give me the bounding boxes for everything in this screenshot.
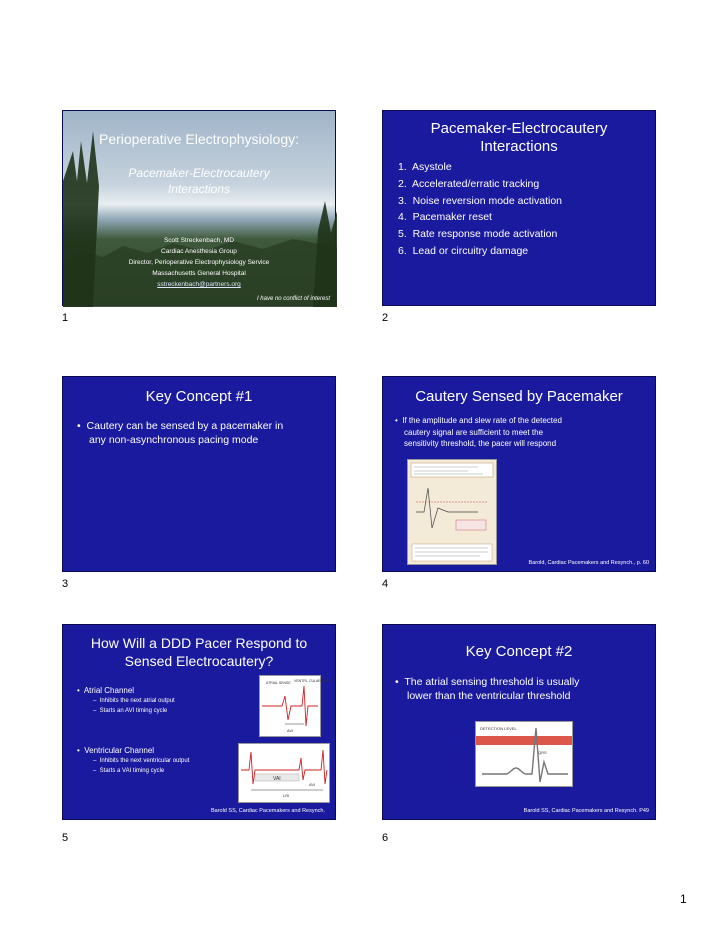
qrs-label: QRS bbox=[538, 750, 547, 755]
slide-title: Key Concept #2 bbox=[465, 643, 573, 660]
atrial-channel: • Atrial Channel – Inhibits the next atrial output – Starts an AVI timing cycle bbox=[77, 686, 175, 714]
slide-2 bbox=[382, 110, 656, 306]
ventricular-channel: • Ventricular Channel – Inhibits the next ventricular output – Starts a VAI timing cycle bbox=[77, 746, 190, 774]
avi-label: AVI bbox=[287, 728, 294, 733]
slide-number: 2 bbox=[382, 312, 389, 324]
timing-diagram bbox=[260, 676, 332, 736]
slide-title: How Will a DDD Pacer Respond to Sensed Electrocautery? bbox=[90, 635, 308, 669]
slide-4 bbox=[382, 376, 656, 572]
bullet: • If the amplitude and slew rate of the detected cautery signal are sufficient to meet the sensitivity threshold, the pacer will respond bbox=[395, 416, 562, 448]
slide-6 bbox=[382, 624, 656, 820]
slide-3 bbox=[62, 376, 336, 572]
slide-title: Perioperative Electrophysiology: bbox=[99, 131, 299, 147]
figure-image bbox=[259, 675, 332, 737]
ventricular-pace-label: VENTRI- CULAR PACE bbox=[294, 679, 332, 683]
waveform-figure bbox=[408, 460, 496, 564]
slide-number: 5 bbox=[62, 832, 69, 844]
list-item: 2. Accelerated/erratic tracking bbox=[398, 177, 540, 190]
disclosure: I have no conflict of interest bbox=[256, 296, 330, 302]
slide-title: Cautery Sensed by Pacemaker bbox=[415, 388, 623, 405]
slide-subtitle: Pacemaker-Electrocautery Interactions bbox=[128, 166, 270, 196]
email-link[interactable]: sstreckenbach@partners.org bbox=[157, 281, 241, 288]
slide-number: 4 bbox=[382, 578, 389, 590]
list-item: 6. Lead or circuitry damage bbox=[398, 244, 529, 257]
figure-image bbox=[238, 743, 330, 803]
bullet: • The atrial sensing threshold is usually lower than the ventricular threshold bbox=[395, 676, 580, 702]
reference: Barold SS, Cardiac Pacemakers and Resynch. bbox=[210, 808, 325, 814]
list-item: 5. Rate response mode activation bbox=[398, 228, 558, 241]
vai-label: VAI bbox=[273, 776, 281, 782]
atrial-sense-label: ATRIAL SENSE bbox=[266, 681, 291, 685]
avi-label-2: AVI bbox=[309, 782, 316, 787]
detection-diagram bbox=[476, 722, 572, 786]
figure-image bbox=[475, 721, 573, 787]
reference: Barold SS, Cardiac Pacemakers and Resynch. P49 bbox=[523, 808, 649, 814]
timing-diagram bbox=[239, 744, 329, 802]
slide-1 bbox=[62, 110, 336, 306]
list-item: 3. Noise reversion mode activation bbox=[398, 194, 562, 207]
slide-number: 3 bbox=[62, 578, 69, 590]
author-block: Scott Streckenbach, MD Cardiac Anesthesia Group Director, Perioperative Electrophysiology Service Massachusetts General Hospital sstreckenbach@partners.org bbox=[63, 235, 335, 290]
reference: Barold, Cardiac Pacemakers and Resynch., p. 60 bbox=[528, 560, 649, 566]
slide-title: Key Concept #1 bbox=[145, 388, 253, 405]
page-number: 1 bbox=[680, 892, 687, 906]
list-item: 4. Pacemaker reset bbox=[398, 211, 492, 224]
bullet: • Cautery can be sensed by a pacemaker in any non-asynchronous pacing mode bbox=[77, 420, 284, 446]
figure-image bbox=[407, 459, 497, 565]
detection-label: DETECTION LEVEL bbox=[480, 726, 517, 731]
list-item: 1. Asystole bbox=[398, 161, 452, 173]
slide-5 bbox=[62, 624, 336, 820]
slide-number: 1 bbox=[62, 312, 69, 324]
lri-label: LRI bbox=[283, 793, 290, 798]
slide-number: 6 bbox=[382, 832, 389, 844]
slide-title: Pacemaker-Electrocautery Interactions bbox=[430, 120, 608, 155]
numbered-list bbox=[398, 159, 562, 260]
